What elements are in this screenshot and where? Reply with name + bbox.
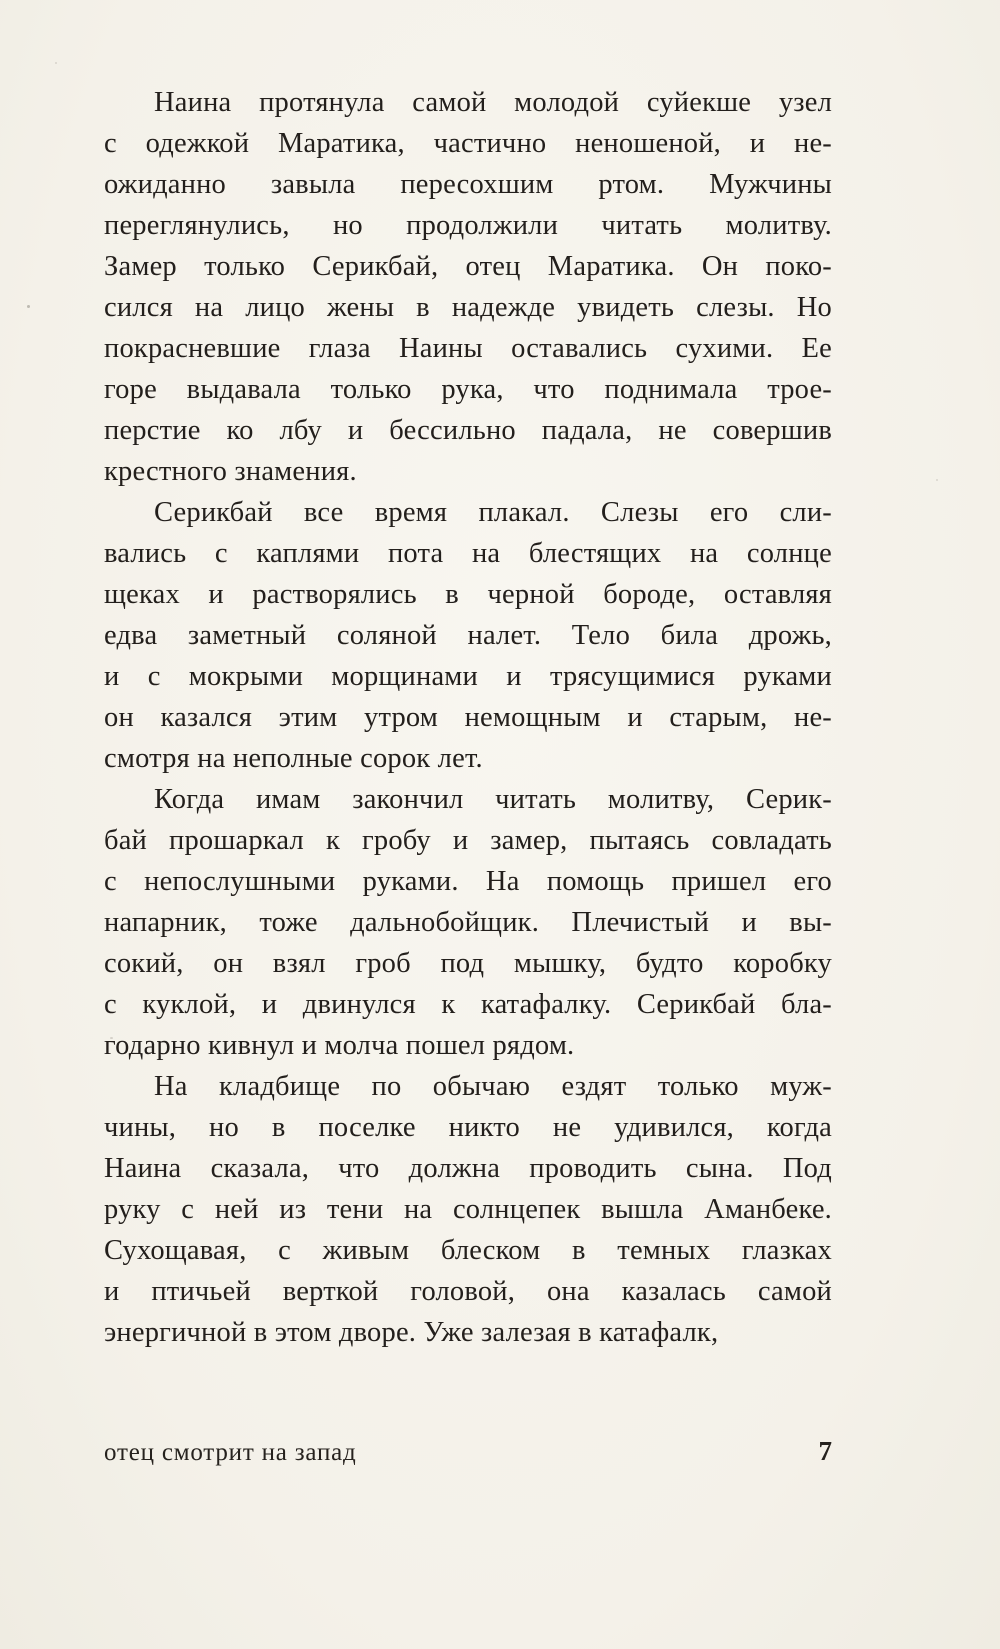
text-line: ожиданно завыла пересохшим ртом. Мужчины — [104, 169, 832, 200]
text-line: он казался этим утром немощным и старым, не- — [104, 702, 832, 733]
text-line: Серикбай все время плакал. Слезы его сли- — [154, 497, 832, 528]
page-footer — [104, 1436, 832, 1467]
text-line: напарник, тоже дальнобойщик. Плечистый и вы- — [104, 907, 832, 938]
scan-artifact — [27, 305, 30, 308]
text-line: вались с каплями пота на блестящих на солнце — [104, 538, 832, 569]
text-line: энергичной в этом дворе. Уже залезая в катафалк, — [104, 1317, 719, 1348]
text-line: перстие ко лбу и бессильно падала, не совершив — [104, 415, 832, 446]
text-line: Сухощавая, с живым блеском в темных глазках — [104, 1235, 832, 1266]
text-line: щеках и растворялись в черной бороде, оставляя — [104, 579, 832, 610]
text-line: с куклой, и двинулся к катафалку. Серикбай бла- — [104, 989, 832, 1020]
text-line: руку с ней из тени на солнцепек вышла Аманбеке. — [104, 1194, 832, 1225]
text-line: сокий, он взял гроб под мышку, будто коробку — [104, 948, 832, 979]
paragraph — [104, 779, 832, 1066]
text-line: переглянулись, но продолжили читать молитву. — [104, 210, 832, 241]
text-line: Когда имам закончил читать молитву, Серик- — [154, 784, 832, 815]
body-text — [104, 82, 832, 1353]
paragraph — [104, 1066, 832, 1353]
paragraph — [104, 82, 832, 492]
text-line: с одежкой Маратика, частично неношеной, и не- — [104, 128, 832, 159]
text-line: годарно кивнул и молча пошел рядом. — [104, 1030, 575, 1061]
paragraph — [104, 492, 832, 779]
text-line: Наина протянула самой молодой суйекше узел — [154, 87, 832, 118]
text-line: смотря на неполные сорок лет. — [104, 743, 483, 774]
scan-artifact — [936, 479, 938, 481]
text-line: крестного знамения. — [104, 456, 357, 487]
text-line: и птичьей верткой головой, она казалась самой — [104, 1276, 832, 1307]
running-title: отец смотрит на запад — [104, 1439, 357, 1466]
text-line: сился на лицо жены в надежде увидеть слезы. Но — [104, 292, 832, 323]
text-line: бай прошаркал к гробу и замер, пытаясь совладать — [104, 825, 832, 856]
page-number: 7 — [818, 1436, 832, 1466]
text-line: и с мокрыми морщинами и трясущимися руками — [104, 661, 832, 692]
text-line: с непослушными руками. На помощь пришел его — [104, 866, 832, 897]
text-line: едва заметный соляной налет. Тело била дрожь, — [104, 620, 832, 651]
text-line: чины, но в поселке никто не удивился, когда — [104, 1112, 832, 1143]
text-line: горе выдавала только рука, что поднимала трое- — [104, 374, 832, 405]
text-line: Замер только Серикбай, отец Маратика. Он поко- — [104, 251, 832, 282]
text-line: На кладбище по обычаю ездят только муж- — [154, 1071, 832, 1102]
text-line: покрасневшие глаза Наины оставались сухими. Ее — [104, 333, 832, 364]
text-line: Наина сказала, что должна проводить сына. Под — [104, 1153, 832, 1184]
scan-artifact — [55, 62, 57, 64]
